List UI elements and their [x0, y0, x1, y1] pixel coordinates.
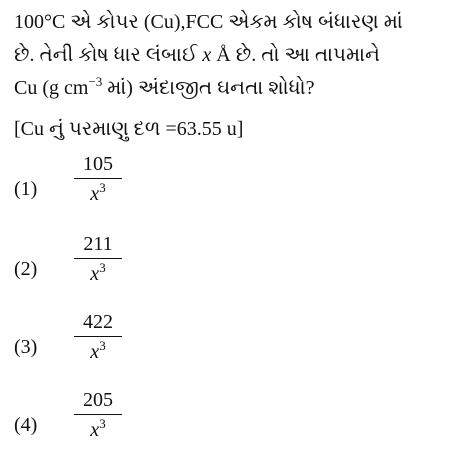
- unit-exponent: −3: [88, 74, 103, 89]
- option-2-den-var: x: [90, 263, 100, 285]
- option-2[interactable]: [14, 232, 214, 302]
- option-4-den-var: x: [90, 419, 100, 441]
- question-line-2: [14, 39, 442, 72]
- question-line-3-part-a: Cu (g cm: [14, 77, 89, 99]
- question-line-2-part-b: Å છે. તો આ તાપમાને: [211, 44, 380, 66]
- option-3-den-exp: 3: [99, 338, 106, 353]
- option-3[interactable]: [14, 310, 214, 380]
- option-4-fraction: [74, 388, 122, 444]
- option-1-den-exp: 3: [99, 180, 106, 195]
- edge-length-variable: x: [202, 44, 212, 66]
- option-3-denominator: [74, 340, 122, 366]
- option-1-denominator: [74, 182, 122, 208]
- option-3-fraction: [74, 310, 122, 366]
- option-2-den-exp: 3: [99, 260, 106, 275]
- question-line-2-part-a: છે. તેની કોષ ધાર લંબાઈ: [14, 44, 203, 66]
- option-2-numerator: 211: [83, 233, 113, 255]
- question-line-1-text: 100°C એ કોપર (Cu),FCC એકમ કોષ બંધારણ માં: [14, 11, 403, 33]
- option-2-label: (2): [14, 258, 38, 280]
- question-text: [14, 6, 442, 106]
- option-4-denominator: [74, 418, 122, 444]
- fraction-bar: [74, 258, 122, 259]
- option-3-den-var: x: [90, 341, 100, 363]
- fraction-bar: [74, 414, 122, 415]
- option-4-den-exp: 3: [99, 416, 106, 431]
- option-2-denominator: [74, 262, 122, 288]
- option-1-den-var: x: [90, 183, 100, 205]
- question-line-1: [14, 6, 442, 39]
- option-3-numerator: 422: [83, 311, 113, 333]
- fraction-bar: [74, 178, 122, 179]
- atomic-mass-note: [Cu નું પરમાણુ દળ =63.55 u]: [14, 118, 244, 140]
- option-3-label: (3): [14, 336, 38, 358]
- option-4-numerator: 205: [83, 389, 113, 411]
- option-2-fraction: [74, 232, 122, 288]
- option-1-numerator: 105: [83, 153, 113, 175]
- option-4[interactable]: [14, 388, 214, 458]
- option-1-label: (1): [14, 178, 38, 200]
- question-line-3-part-b: માં) અંદાજીત ઘનતા શોધો?: [102, 77, 315, 99]
- option-1-fraction: [74, 152, 122, 208]
- option-4-label: (4): [14, 414, 38, 436]
- fraction-bar: [74, 336, 122, 337]
- option-1[interactable]: [14, 152, 214, 222]
- question-line-3: [14, 72, 442, 106]
